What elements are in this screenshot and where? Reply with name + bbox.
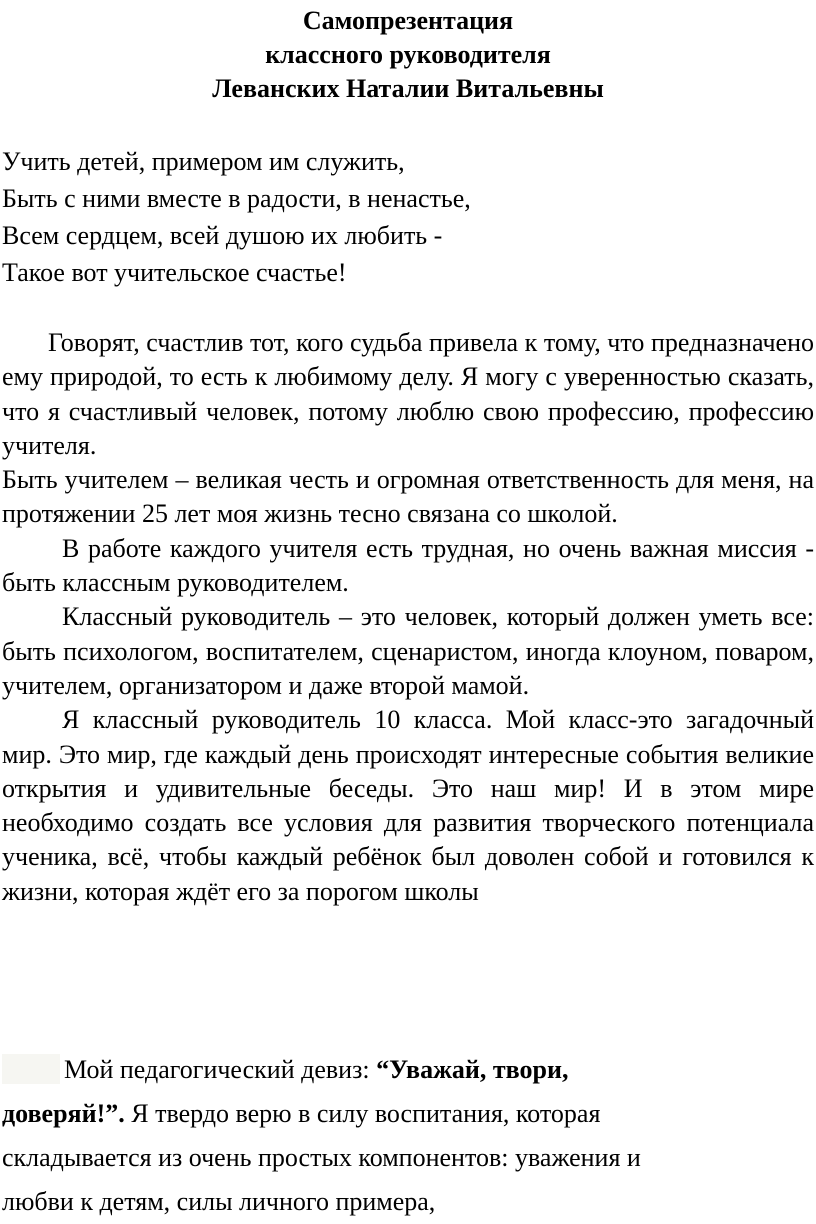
motto-part-2: доверяй!”. xyxy=(2,1099,125,1128)
paragraph-4: Классный руководитель – это человек, который должен уметь все: быть психологом, воспитателем, сценаристом, иногда клоуном, поваром, учителем, организатором и даже второй мамой. xyxy=(2,602,814,700)
motto-line-3: складывается из очень простых компонентов: уважения и xyxy=(2,1143,641,1172)
motto-line-2 xyxy=(2,1092,814,1136)
paragraph-3: В работе каждого учителя есть трудная, но очень важная миссия - быть классным руководителем. xyxy=(2,533,814,598)
paragraph-2: Быть учителем – великая честь и огромная ответственность для меня, на протяжении 25 лет моя жизнь тесно связана со школой. xyxy=(2,465,814,529)
poem-line-3: Всем сердцем, всей душою их любить - xyxy=(2,221,443,250)
document-title xyxy=(0,4,816,106)
poem-line-4: Такое вот учительское счастье! xyxy=(2,258,347,287)
title-line-2: классного руководителя xyxy=(265,40,551,69)
motto-part-1: “Уважай, твори, xyxy=(376,1055,569,1084)
poem-line-2: Быть с ними вместе в радости, в ненастье, xyxy=(2,184,471,213)
epigraph-poem xyxy=(2,143,812,291)
motto-paragraph xyxy=(2,1048,814,1224)
body-text xyxy=(2,326,814,909)
motto-lead: Мой педагогический девиз: xyxy=(64,1055,377,1084)
paragraph-1: Говорят, счастлив тот, кого судьба привела к тому, что предназначено ему природой, то есть к любимому делу. Я могу с уверенностью сказать, что я счастливый человек, потому люблю свою профессию, профессию учителя. xyxy=(2,328,814,460)
shaded-indent xyxy=(2,1054,60,1084)
paragraph-5: Я классный руководитель 10 класса. Мой класс-это загадочный мир. Это мир, где каждый день происходят интересные события великие открытия и удивительные беседы. Это наш мир! И в этом мире необходимо создать все условия для развития творческого потенциала ученика, всё, чтобы каждый ребёнок был доволен собой и готовился к жизни, которая ждёт его за порогом школы xyxy=(2,705,814,906)
title-line-3: Леванских Наталии Витальевны xyxy=(212,74,604,103)
poem-line-1: Учить детей, примером им служить, xyxy=(2,147,405,176)
motto-line-1 xyxy=(2,1048,814,1092)
title-line-1: Самопрезентация xyxy=(302,6,514,35)
motto-line-2-rest: Я твердо верю в силу воспитания, которая xyxy=(124,1099,601,1128)
motto-line-4: любви к детям, силы личного примера, xyxy=(2,1187,436,1216)
